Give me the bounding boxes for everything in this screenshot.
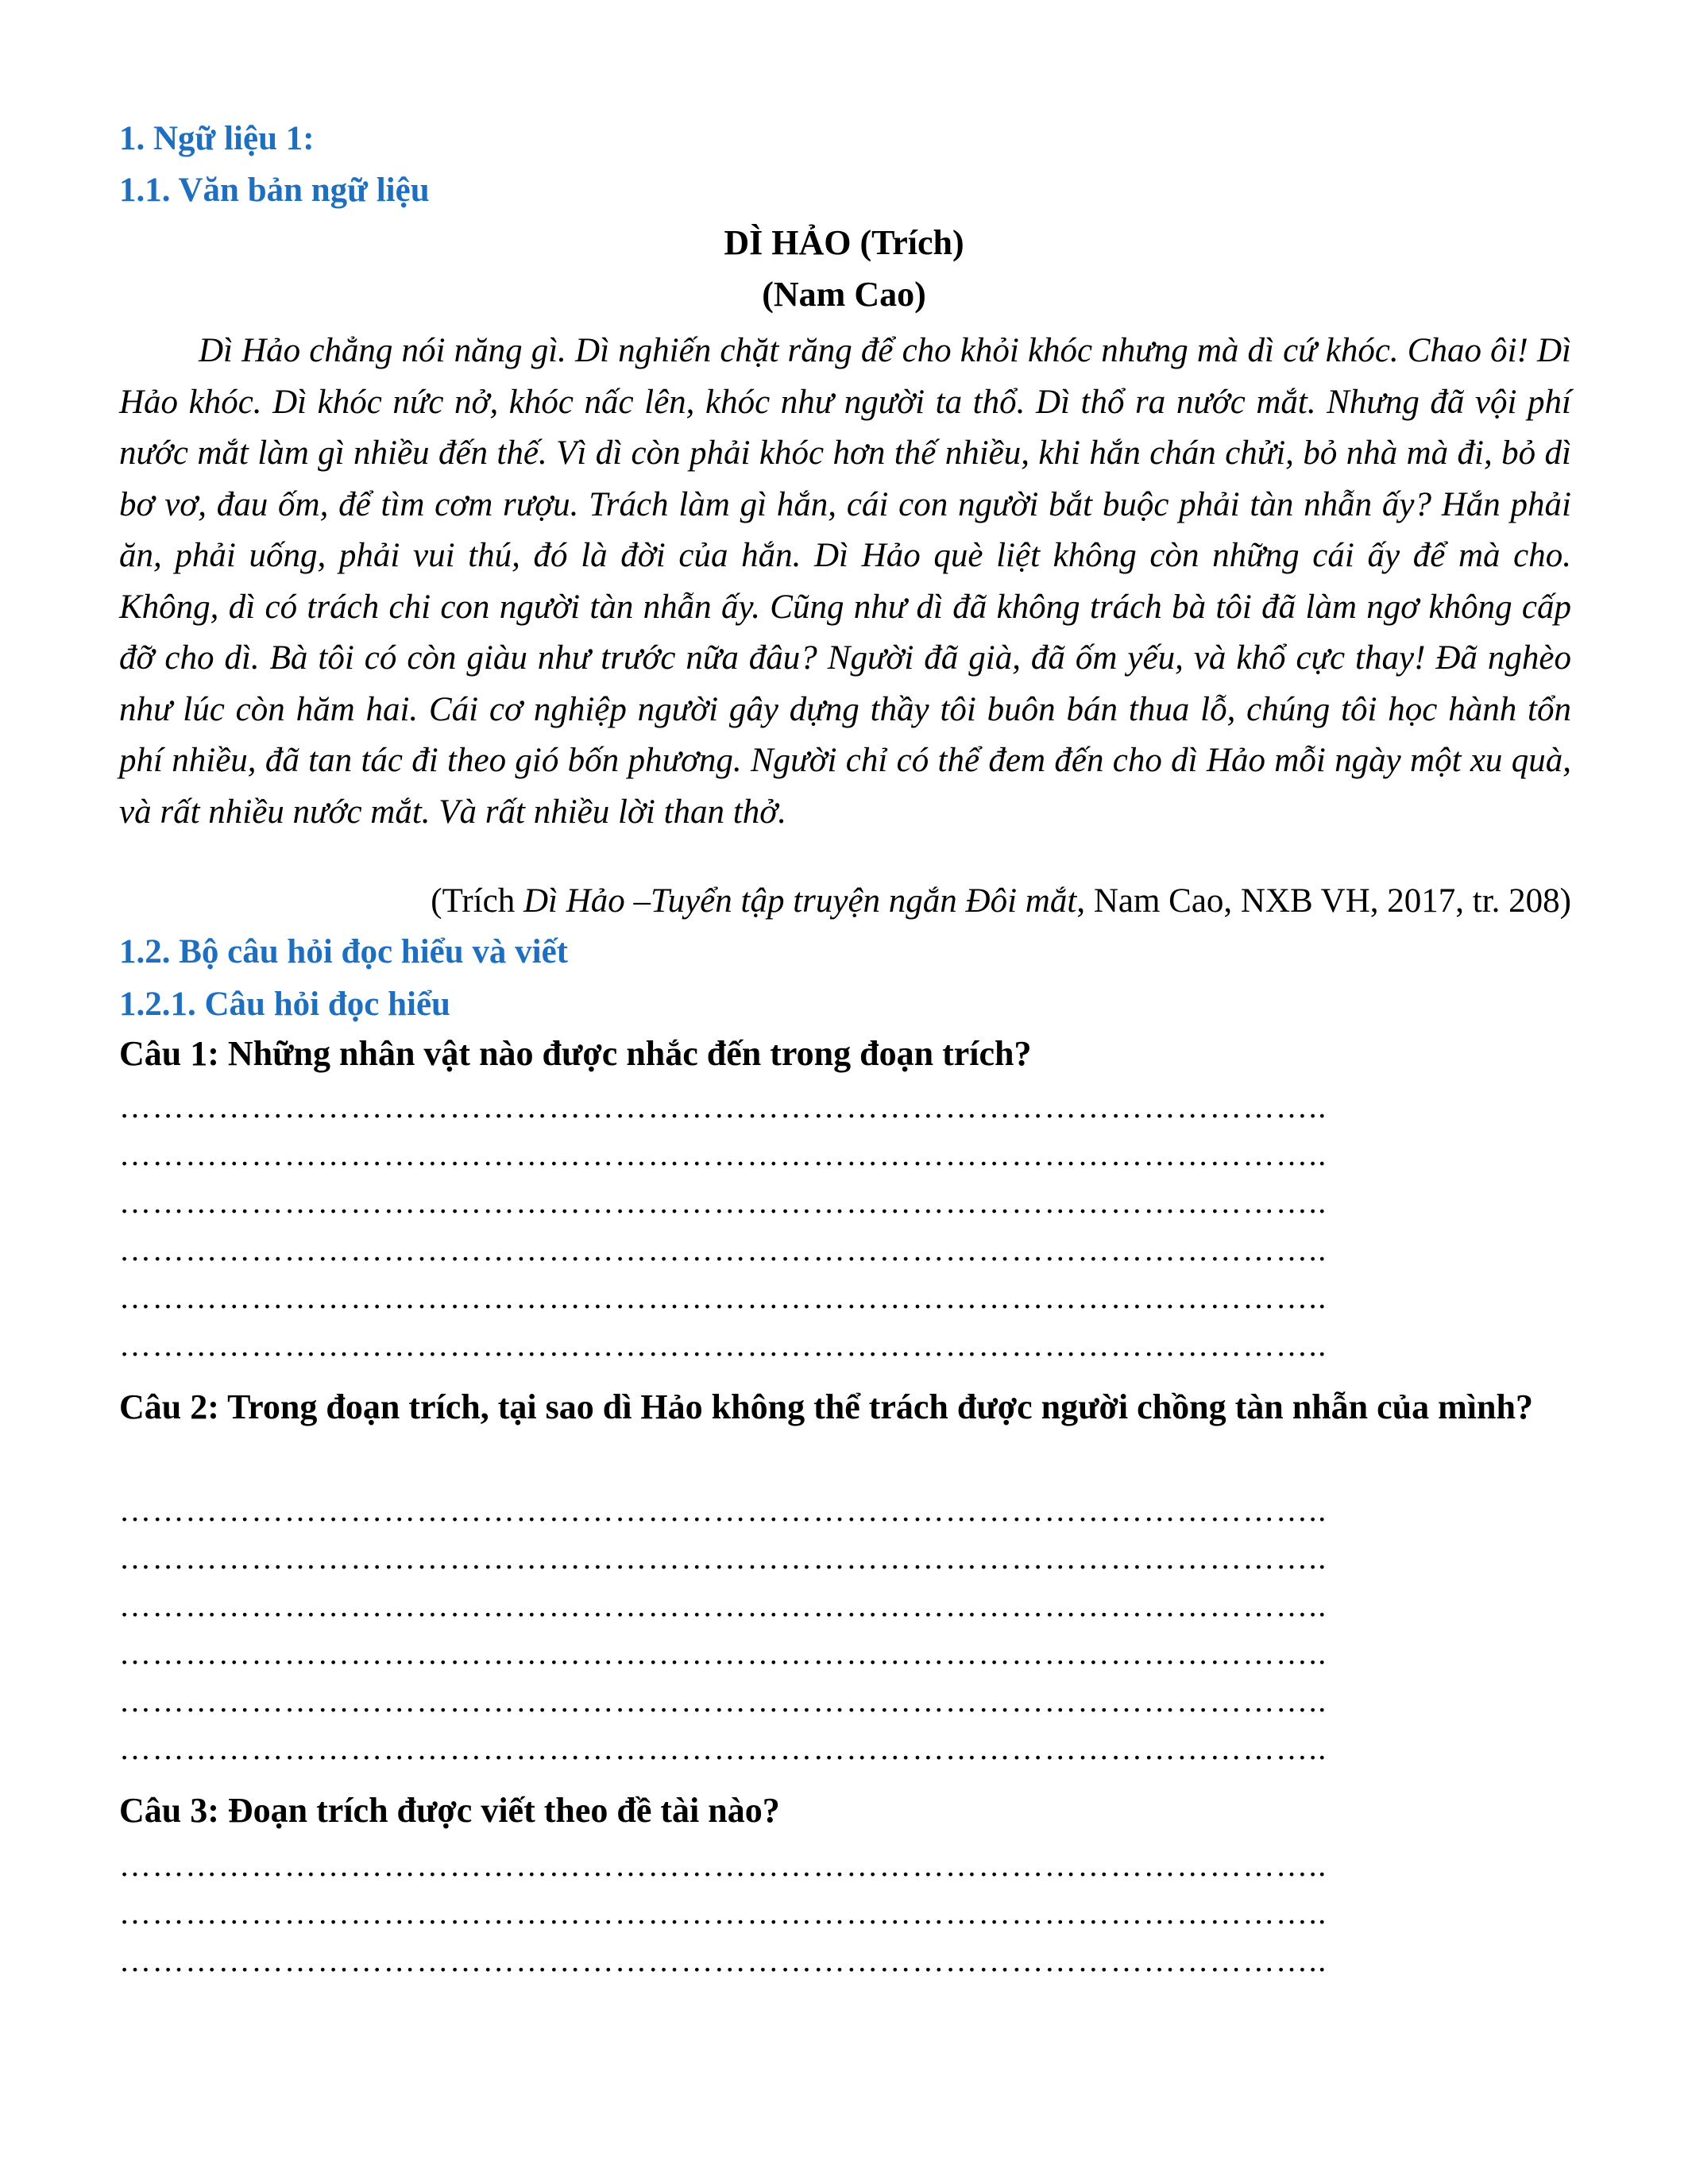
section-subheading-reading: 1.2.1. Câu hỏi đọc hiểu (119, 986, 450, 1023)
answer-line[interactable]: ……………………………………………………………………………………………….. (119, 1635, 1327, 1671)
answer-line[interactable]: ……………………………………………………………………………………………….. (119, 1184, 1327, 1220)
answer-line[interactable]: ……………………………………………………………………………………………….. (119, 1492, 1327, 1528)
passage-text: Dì Hảo chẳng nói năng gì. Dì nghiến chặt răng để cho khỏi khóc nhưng mà dì cứ khóc. Chao ôi! Dì Hảo khóc. Dì khóc nức nở, khóc nấc lên, khóc như người ta thổ. Dì thổ ra nước mắt. Nhưng đã vội phí nước mắt làm gì nhiều đến thế. Vì dì còn phải khóc hơn thế nhiều, khi hắn chán chửi, bỏ nhà mà đi, bỏ dì bơ vơ, đau ốm, để tìm cơm rượu. Trách làm gì hắn, cái con người bắt buộc phải tàn nhẫn ấy? Hắn phải ăn, phải uống, phải vui thú, đó là đời của hắn. Dì Hảo què liệt không còn những cái ấy để mà cho. Không, dì có trách chi con người tàn nhẫn ấy. Cũng như dì đã không trách bà tôi đã làm ngơ không cấp đỡ cho dì. Bà tôi có còn giàu như trước nữa đâu? Người đã già, đã ốm yếu, và khổ cực thay! Đã nghèo như lúc còn hăm hai. Cái cơ nghiệp người gây dựng thầy tôi buôn bán thua lỗ, chúng tôi học hành tổn phí nhiều, đã tan tác đi theo gió bốn phương. Người chỉ có thể đem đến cho dì Hảo mỗi ngày một xu quà, và rất nhiều nước mắt. Và rất nhiều lời than thở. (119, 332, 1571, 831)
section-heading: 1. Ngữ liệu 1: (119, 120, 315, 157)
citation-suffix: , Nam Cao, NXB VH, 2017, tr. 208) (1076, 882, 1571, 920)
answer-line[interactable]: ……………………………………………………………………………………………….. (119, 1847, 1327, 1883)
section-subheading: 1.1. Văn bản ngữ liệu (119, 172, 430, 209)
question-1: Câu 1: Những nhân vật nào được nhắc đến trong đoạn trích? (119, 1034, 1032, 1073)
answer-line[interactable]: ……………………………………………………………………………………………….. (119, 1327, 1327, 1363)
answer-line[interactable]: ……………………………………………………………………………………………….. (119, 1943, 1327, 1978)
answer-line[interactable]: ……………………………………………………………………………………………….. (119, 1136, 1327, 1172)
text-author: (Nam Cao) (762, 275, 926, 314)
answer-line[interactable]: ……………………………………………………………………………………………….. (119, 1895, 1327, 1931)
question-2: Câu 2: Trong đoạn trích, tại sao dì Hảo không thể trách được người chồng tàn nhẫn của mình? (119, 1387, 1533, 1426)
answer-line[interactable]: ……………………………………………………………………………………………….. (119, 1588, 1327, 1623)
citation-source: Dì Hảo –Tuyển tập truyện ngắn Đôi mắt (523, 882, 1077, 920)
answer-line[interactable]: ……………………………………………………………………………………………….. (119, 1089, 1327, 1125)
answer-line[interactable]: ……………………………………………………………………………………………….. (119, 1540, 1327, 1576)
citation (431, 882, 1571, 920)
question-3: Câu 3: Đoạn trích được viết theo đề tài nào? (119, 1791, 780, 1830)
citation-prefix: (Trích (431, 882, 523, 920)
answer-line[interactable]: ……………………………………………………………………………………………….. (119, 1731, 1327, 1766)
answer-line[interactable]: ……………………………………………………………………………………………….. (119, 1683, 1327, 1719)
answer-line[interactable]: ……………………………………………………………………………………………….. (119, 1232, 1327, 1268)
text-title: DÌ HẢO (Trích) (724, 223, 964, 262)
section-heading-questions: 1.2. Bộ câu hỏi đọc hiểu và viết (119, 933, 569, 970)
answer-line[interactable]: ……………………………………………………………………………………………….. (119, 1279, 1327, 1315)
